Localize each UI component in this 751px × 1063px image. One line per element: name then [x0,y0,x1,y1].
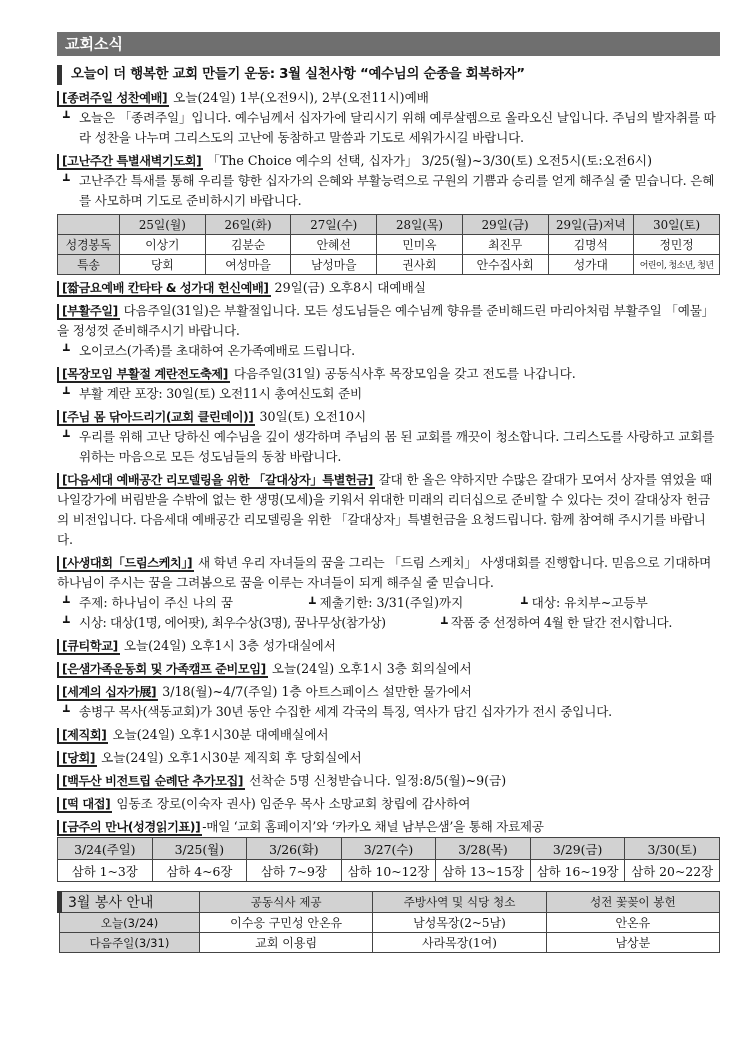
notice-text: 갈대 한 올은 약하지만 수많은 갈대가 모여서 상자를 엮었을 때 나일강가에 버림받을 수밖에 없는 한 생명(모세)을 키워서 위대한 미래의 리더십으로 준비할 수 있다는 것이 갈대상자 헌금의 비전입니다. 다음세대 예배공간 리모델링을 위한 「갈대상자」특별헌금을 요청드립니다. 함께 참여해 주시기를 바랍니다. [57,472,713,547]
contest-info-row [57,593,720,613]
notice-good-friday [57,278,720,298]
bullet-mark: ┻ [63,111,70,124]
table-cell: 정민정 [634,235,720,255]
table-cell: 삼하 4~6장 [152,860,247,882]
bullet-mark: ┻ [521,597,528,610]
table-row [58,860,720,882]
table-cell: 3/28(목) [436,838,531,860]
notice-text: 다음주일(31일) 공동식사후 목장모임을 갖고 전도를 나갑니다. [229,366,576,381]
table-cell: 29일(금)저녁 [548,215,634,235]
table-cell: 3/25(월) [152,838,247,860]
table-cell: 특송 [58,255,120,275]
service-table-title: 3월 봉사 안내 [60,892,200,913]
table-cell: 김명석 [548,235,634,255]
bullet-mark: ┻ [63,430,70,443]
table-row [60,933,720,953]
table-cell: 사라목장(1여) [373,933,546,953]
notice-tag: [고난주간 특별새벽기도회] [57,154,203,170]
table-cell: 최진무 [462,235,548,255]
table-cell: 교회 이용림 [200,933,373,953]
notice-text: 오늘(24일) 1부(오전9시), 2부(오전11시)예배 [169,90,429,105]
table-cell: 성가대 [548,255,634,275]
table-cell: 남성마을 [291,255,377,275]
table-header-row [60,892,720,913]
bullet-mark: ┻ [63,174,70,187]
service-schedule-table [57,891,720,953]
table-cell: 30일(토) [634,215,720,235]
contest-award-row [57,613,720,633]
table-cell: 민미옥 [377,235,463,255]
notice-tag: [짧금요예배 칸타타 & 성가대 헌신예배] [57,281,271,297]
table-row [60,913,720,933]
notice-qt-school [57,636,720,656]
notice-tag: [세계의 십자가展] [57,685,158,701]
notice-detail: 오이코스(가족)를 초대하여 온가족예배로 드립니다. [79,343,355,358]
section-banner: 교회소식 [57,32,720,56]
notice-text: 오늘(24일) 오후1시 3층 회의실에서 [267,661,472,676]
table-cell: 다음주일(3/31) [60,933,200,953]
table-cell: 삼하 13~15장 [436,860,531,882]
notice-tag: [당회] [57,751,97,767]
table-cell: 권사회 [377,255,463,275]
bullet-mark: ┻ [63,705,70,718]
notice-text: 다음주일(31일)은 부활절입니다. 모든 성도님들은 예수님께 향유를 준비해드린 마리아처럼 부활주일 「예물」을 정성껏 준비해주시기 바랍니다. [57,303,715,338]
table-cell: 안혜선 [291,235,377,255]
notice-tag: [떡 대접] [57,797,112,813]
table-cell: 남상분 [546,933,719,953]
table-cell: 3/30(토) [625,838,720,860]
notice-text: 「The Choice 예수의 선택, 십자가」 3/25(월)~3/30(토) 오전5시(토:오전6시) [203,153,653,168]
table-cell [58,215,120,235]
passion-week-schedule-table [57,214,720,275]
contest-exhibit: 작품 중 선정하여 4월 한 달간 전시합니다. [450,615,672,630]
bullet-mark: ┻ [309,597,316,610]
table-cell: 안온유 [546,913,719,933]
notice-text: 29일(금) 오후8시 대예배실 [270,280,426,295]
table-row [58,255,720,275]
notice-drawing-contest [57,553,720,633]
bullet-mark: ┻ [63,616,70,629]
bullet-mark: ┻ [63,596,70,609]
notice-tag: [부활주일] [57,304,120,320]
notice-session-meeting [57,748,720,768]
table-cell: 당회 [120,255,206,275]
notice-text: 오늘(24일) 오후1시30분 대예배실에서 [108,727,329,742]
notice-cross-exhibition [57,682,720,722]
notice-text: 임동조 장로(이숙자 권사) 임준우 목사 소망교회 창립에 감사하여 [112,796,471,811]
table-cell: 삼하 7~9장 [247,860,342,882]
notice-text: 선착순 5명 신청받습니다. 일정:8/5(월)~9(금) [245,773,507,788]
table-cell: 안수집사회 [462,255,548,275]
table-cell: 25일(월) [120,215,206,235]
table-cell: 주방사역 및 식당 청소 [373,892,546,913]
contest-deadline: 제출기한: 3/31(주일)까지 [319,595,464,610]
notice-tag: [다음세대 예배공간 리모델링을 위한 「갈대상자」특별헌금] [57,473,375,489]
table-cell: 어린이, 청소년, 청년 [634,255,720,275]
table-cell: 여성마을 [205,255,291,275]
notice-text: 오늘(24일) 오후1시30분 제직회 후 당회실에서 [97,750,362,765]
table-header-row [58,838,720,860]
table-cell: 성경봉독 [58,235,120,255]
notice-tag: [제직회] [57,728,108,744]
table-cell: 3/24(주일) [58,838,153,860]
table-cell: 삼하 16~19장 [530,860,625,882]
notice-rice-cake [57,794,720,814]
church-news-page [57,32,720,953]
notice-tag: [은샘가족운동회 및 가족캠프 준비모임] [57,662,268,678]
table-header-row [58,215,720,235]
notice-text: 오늘(24일) 오후1시 3층 성가대실에서 [119,638,336,653]
notice-easter [57,301,720,361]
table-row [58,235,720,255]
notice-tag: [금주의 만나(성경읽기표)] [57,820,202,836]
table-cell: 공동식사 제공 [200,892,373,913]
notice-detail: 고난주간 특새를 통해 우리를 향한 십자가의 은혜와 부활능력으로 구원의 기쁨과 승리를 얻게 해주실 줄 믿습니다. 은혜를 사모하며 기도로 준비하시기 바랍니다. [79,173,715,208]
notice-tag: [큐티학교] [57,639,120,655]
table-cell: 이수응 구민성 안온유 [200,913,373,933]
table-cell: 3/27(수) [341,838,436,860]
notice-clean-day [57,407,720,467]
notice-text: 30일(토) 오전10시 [255,409,367,424]
notice-palm-sunday [57,88,720,148]
table-cell: 3/29(금) [530,838,625,860]
table-cell: 28일(목) [377,215,463,235]
notice-detail: 오늘은 「종려주일」입니다. 예수님께서 십자가에 달리시기 위해 예루살렘으로 올라오신 날입니다. 주님의 발자취를 따라 성찬을 나누며 그리스도의 고난에 동참하고 말씀과 기도로 세워가시길 바랍니다. [79,110,716,145]
bible-reading-table [57,837,720,882]
notice-detail: 부활 계란 포장: 30일(토) 오전11시 총여신도회 준비 [79,386,362,401]
notice-detail: 우리를 위해 고난 당하신 예수님을 깊이 생각하며 주님의 몸 된 교회를 깨끗이 청소합니다. 그리스도를 사랑하고 교회를 위하는 마음으로 모든 성도님들의 동참 바랍니다. [79,429,715,464]
table-cell: 삼하 10~12장 [341,860,436,882]
table-cell: 성전 꽃꽂이 봉헌 [546,892,719,913]
contest-award: 시상: 대상(1명, 에어팟), 최우수상(3명), 꿈나무상(참가상) [79,615,386,630]
table-cell: 오늘(3/24) [60,913,200,933]
notice-baekdu-trip [57,771,720,791]
table-cell: 26일(화) [205,215,291,235]
notice-remodel-offering [57,470,720,550]
table-cell: 이상기 [120,235,206,255]
contest-target: 대상: 유치부~고등부 [531,595,648,610]
notice-egg-evangelism [57,364,720,404]
notice-detail: 송병구 목사(색동교회)가 30년 동안 수집한 세계 각국의 특징, 역사가 담긴 십자가가 전시 중입니다. [79,704,612,719]
notice-tag: [주님 몸 닦아드리기(교회 클린데이)] [57,410,255,426]
table-cell: 김분순 [205,235,291,255]
contest-topic: 주제: 하나님이 주신 나의 꿈 [79,595,234,610]
notice-staff-meeting [57,725,720,745]
bullet-mark: ┻ [63,344,70,357]
table-cell: 3/26(화) [247,838,342,860]
table-cell: 삼하 20~22장 [625,860,720,882]
bullet-mark: ┻ [63,387,70,400]
notice-bible-reading [57,817,720,882]
notice-family-sports [57,659,720,679]
table-cell: 삼하 1~3장 [58,860,153,882]
bullet-mark: ┻ [441,617,448,630]
table-cell: 27일(수) [291,215,377,235]
notice-tag: [사생대회「드림스케치」] [57,556,194,572]
table-cell: 29일(금) [462,215,548,235]
notice-text: -매일 ‘교회 홈페이지’와 ‘카카오 채널 남부은샘’을 통해 자료제공 [202,819,544,834]
table-cell: 남성목장(2~5남) [373,913,546,933]
notice-passion-week [57,151,720,275]
notice-text: 새 학년 우리 자녀들의 꿈을 그리는 「드림 스케치」 사생대회를 진행합니다. 믿음으로 기대하며 하나님이 주시는 꿈을 그려봄으로 꿈을 이루는 자녀들이 되게 해주실 줄 믿습니다. [57,555,712,590]
notice-tag: [목장모임 부활절 계란전도축제] [57,367,230,383]
monthly-theme-headline: 오늘이 더 행복한 교회 만들기 운동: 3월 실천사항 “예수님의 순종을 회복하자” [57,65,720,85]
notice-tag: [백두산 비전트립 순례단 추가모집] [57,774,245,790]
notice-text: 3/18(월)~4/7(주일) 1층 아트스페이스 설만한 물가에서 [158,684,472,699]
notice-tag: [종려주일 성찬예배] [57,91,169,107]
